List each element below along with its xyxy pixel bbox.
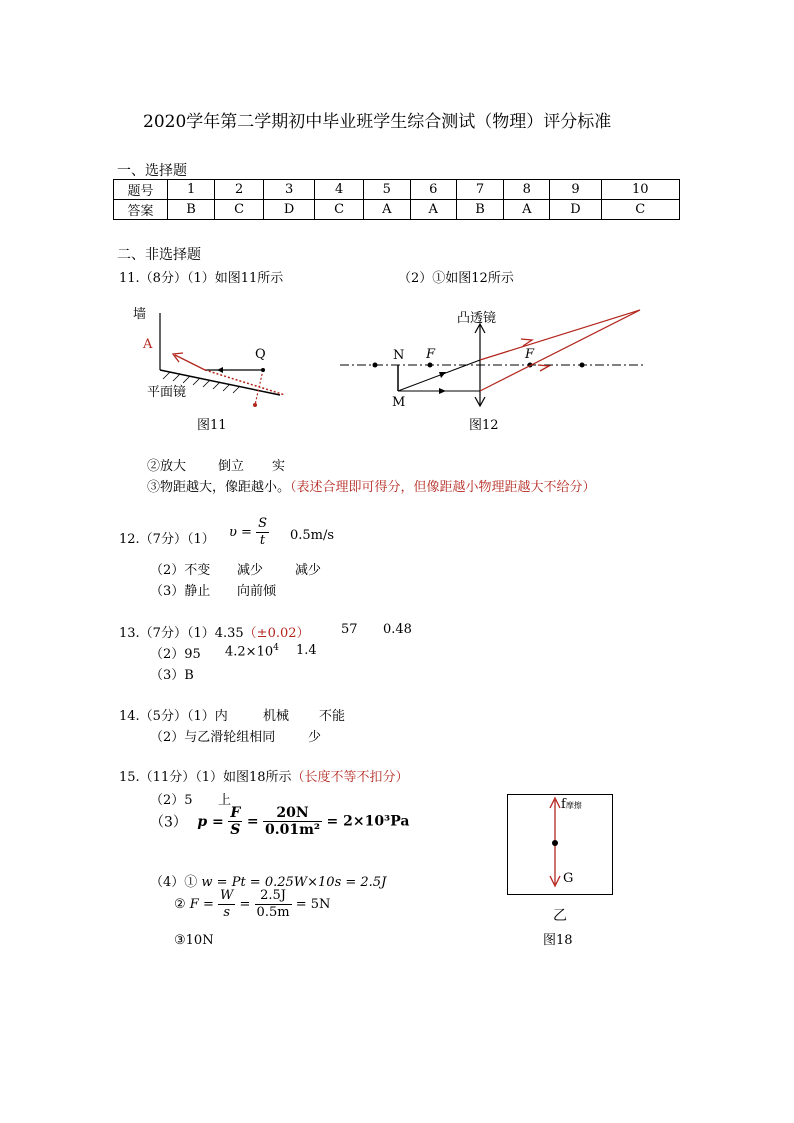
q14-line1-c: 不能: [319, 709, 346, 724]
mirror-label: 平面镜: [147, 385, 187, 400]
answer-table: [113, 179, 680, 220]
q15-pressure-formula: [150, 805, 409, 838]
q15-frac-values-den: 0.01m²: [265, 822, 321, 838]
q15-head: 15.（11分）（1）如图18所示: [119, 770, 292, 785]
section1-heading: 一、选择题: [117, 163, 187, 179]
q15-frac-fs: [228, 805, 242, 838]
friction-label-sub: 摩擦: [565, 801, 582, 810]
q15-frac-ws-den: s: [223, 905, 230, 920]
figure-18-sub: 乙: [553, 908, 567, 924]
point-q-label: Q: [255, 347, 266, 362]
table-cell: 7: [456, 180, 503, 200]
q15-frac-ws-num: W: [219, 888, 234, 903]
table-cell: D: [550, 200, 601, 220]
q12-formula: [229, 516, 269, 549]
table-cell: A: [364, 200, 410, 220]
q13-line2-b: [225, 643, 279, 659]
q12-line2-c: 减少: [295, 563, 322, 578]
table-cell: B: [456, 200, 503, 220]
q15-line6: ③10N: [174, 933, 214, 948]
normal-dotted-line: [255, 370, 263, 405]
table-cell: D: [264, 200, 315, 220]
q11-answer-2c: 实: [272, 459, 286, 474]
q12-line3-a: （3）静止: [150, 584, 211, 599]
refracted-ray-1: [480, 310, 640, 391]
q15-frac-ws: [218, 888, 235, 921]
wall-label: 墙: [133, 307, 147, 322]
q15-line2-a: （2）5: [150, 793, 193, 808]
figure-11-caption: 图11: [197, 418, 227, 433]
q12-formula-lhs: υ =: [229, 525, 252, 540]
q15-frac-fs-den: S: [230, 822, 241, 838]
focus-2f-left: [373, 363, 378, 368]
q13-v1: 57: [341, 622, 358, 637]
table-row: [114, 180, 680, 200]
image-point-dot: [253, 403, 257, 407]
q11-answer-3-note: （表述合理即可得分，但像距越小物理距越大不给分）: [290, 480, 596, 495]
q12-head: 12.（7分）（1）: [119, 532, 215, 547]
focus-2f-right: [580, 363, 585, 368]
q14-line2-b: 少: [308, 730, 322, 745]
q15-line4-formula: w = Pt = 0.25W×10s = 2.5J: [201, 875, 387, 890]
q11-answer-2b: 倒立: [218, 459, 245, 474]
q15-frac-line5-values: [255, 888, 292, 921]
q15-frac-values-num: 20N: [263, 805, 322, 822]
q14-line1-a: 14.（5分）（1）内: [119, 709, 228, 724]
table-cell: 9: [550, 180, 601, 200]
q13-line1: [119, 622, 310, 641]
q13-v2: 0.48: [383, 622, 412, 637]
table-cell: A: [504, 200, 550, 220]
q12-answer-1: 0.5m/s: [290, 528, 335, 543]
arrow-head: [217, 367, 223, 373]
q15-frac-fs-num: F: [228, 805, 242, 822]
q13-head: 13.（7分）（1）4.35: [119, 626, 244, 641]
focus-left-label: F: [426, 347, 436, 362]
q11-answer-3-text: ③物距越大，像距越小。: [147, 480, 291, 495]
q15-line3-label: （3）: [150, 814, 187, 831]
q15-line1: [119, 766, 409, 785]
gravity-label: G: [563, 871, 574, 886]
section2-heading: 二、非选择题: [117, 247, 201, 263]
q15-frac-values: [263, 805, 322, 838]
arrow-head: [439, 372, 446, 378]
center-dot: [552, 840, 558, 846]
friction-label-f: f: [561, 797, 566, 812]
q15-line5-label: ②: [174, 897, 186, 912]
q13-line2-b-base: 4.2×10: [225, 644, 274, 660]
q15-line4-label: （4）①: [150, 875, 198, 890]
q15-line5-lhs: F =: [189, 897, 214, 912]
q13-line2-a: （2）95: [150, 647, 201, 662]
q11-answer-2a: ②放大: [147, 459, 187, 474]
table-cell: 2: [215, 180, 264, 200]
q13-tolerance: （±0.02）: [243, 626, 310, 641]
table-cell: B: [168, 200, 215, 220]
row-label-number: 题号: [114, 180, 168, 200]
point-a-label: A: [143, 337, 153, 352]
q15-line2-b: 上: [218, 793, 232, 808]
refracted-arrow-2: [538, 365, 549, 371]
q12-line3-b: 向前倾: [237, 584, 277, 599]
figure-18: [507, 794, 613, 895]
focus-right-label: F: [525, 347, 535, 362]
page-title: 2020学年第二学期初中毕业班学生综合测试（物理）评分标准: [143, 112, 612, 132]
figure-12-caption: 图12: [469, 418, 499, 433]
q15-equals: =: [246, 813, 259, 830]
table-cell: C: [315, 200, 364, 220]
table-cell: 6: [410, 180, 456, 200]
q15-line5-equals: =: [239, 897, 251, 912]
q11-head: 11.（8分）（1）如图11所示: [119, 271, 284, 286]
table-row: [114, 200, 680, 220]
table-cell: 8: [504, 180, 550, 200]
table-cell: C: [215, 200, 264, 220]
refracted-ray-2: [480, 310, 640, 360]
q12-fraction: [256, 516, 269, 549]
q15-line5-rhs: = 5N: [295, 897, 331, 912]
table-cell: C: [601, 200, 679, 220]
q14-line2-a: （2）与乙滑轮组相同: [150, 730, 276, 745]
table-cell: 3: [264, 180, 315, 200]
table-cell: 5: [364, 180, 410, 200]
q11-answer-3: [147, 476, 596, 495]
table-cell: A: [410, 200, 456, 220]
row-label-answer: 答案: [114, 200, 168, 220]
q12-fraction-den: t: [259, 533, 266, 548]
focus-left-dot: [428, 363, 433, 368]
q12-fraction-num: S: [258, 516, 267, 531]
q15-p-rhs: = 2×10³Pa: [326, 813, 410, 830]
q12-line2-a: （2）不变: [150, 563, 211, 578]
q15-p-lhs: p =: [197, 813, 224, 830]
table-cell: 4: [315, 180, 364, 200]
q13-line3: （3）B: [150, 668, 194, 683]
q15-line5: [174, 888, 330, 921]
point-m-label: M: [392, 395, 406, 410]
q15-frac-line5-num: 2.5J: [255, 888, 292, 905]
figure-18-caption: 图18: [543, 933, 573, 948]
table-cell: 10: [601, 180, 679, 200]
q13-line2-c: 1.4: [296, 643, 317, 658]
reflected-ray: [175, 355, 205, 370]
friction-label: [561, 797, 582, 812]
q15-note: （长度不等不扣分）: [291, 770, 409, 785]
table-cell: 1: [168, 180, 215, 200]
point-n-label: N: [393, 348, 405, 363]
q11-part2: （2）①如图12所示: [398, 271, 514, 286]
reflected-arrow-head: [173, 353, 183, 362]
arrow-head: [439, 388, 446, 394]
lens-label: 凸透镜: [457, 311, 497, 326]
q13-line2-b-exp: 4: [273, 643, 279, 653]
q14-line1-b: 机械: [263, 709, 290, 724]
q12-line2-b: 减少: [237, 563, 264, 578]
point-q-dot: [261, 368, 265, 372]
q15-frac-line5-den: 0.5m: [256, 905, 290, 920]
